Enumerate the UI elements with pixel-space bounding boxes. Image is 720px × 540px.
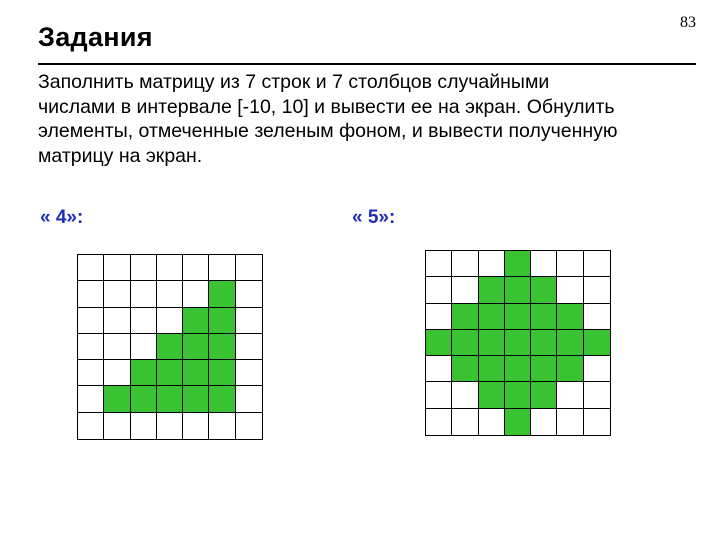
matrix-cell-filled bbox=[479, 356, 505, 382]
matrix-cell bbox=[78, 255, 104, 281]
matrix-cell bbox=[104, 308, 130, 334]
matrix-cell bbox=[78, 386, 104, 412]
matrix-cell-filled bbox=[452, 356, 478, 382]
matrix-cell-filled bbox=[183, 334, 209, 360]
matrix-cell bbox=[209, 413, 235, 439]
task-line: элементы, отмеченные зеленым фоном, и вывести полученную bbox=[38, 120, 618, 142]
matrix-cell-filled bbox=[131, 360, 157, 386]
matrix-cell bbox=[426, 356, 452, 382]
matrix-cell bbox=[104, 281, 130, 307]
matrix-cell bbox=[426, 409, 452, 435]
matrix-cell bbox=[157, 308, 183, 334]
matrix-cell bbox=[157, 255, 183, 281]
matrix-cell bbox=[452, 382, 478, 408]
matrix-cell bbox=[557, 277, 583, 303]
matrix-cell bbox=[426, 382, 452, 408]
matrix-cell bbox=[584, 304, 610, 330]
matrix-cell bbox=[531, 409, 557, 435]
slide-title: Задания bbox=[38, 22, 153, 52]
matrix-cell-filled bbox=[452, 304, 478, 330]
matrix-grid-variant-4 bbox=[77, 254, 263, 440]
matrix-cell bbox=[236, 360, 262, 386]
matrix-cell bbox=[452, 251, 478, 277]
variant-5-label: « 5»: bbox=[352, 207, 396, 228]
matrix-cell bbox=[584, 251, 610, 277]
task-description bbox=[38, 70, 708, 168]
matrix-cell bbox=[104, 255, 130, 281]
task-line: матрицу на экран. bbox=[38, 144, 203, 167]
matrix-cell-filled bbox=[131, 386, 157, 412]
matrix-cell-filled bbox=[479, 330, 505, 356]
matrix-cell-filled bbox=[531, 356, 557, 382]
matrix-cell bbox=[104, 334, 130, 360]
matrix-cell bbox=[104, 413, 130, 439]
matrix-cell bbox=[584, 356, 610, 382]
matrix-cell-filled bbox=[505, 330, 531, 356]
matrix-cell-filled bbox=[505, 304, 531, 330]
title-underline bbox=[38, 63, 696, 65]
matrix-cell bbox=[557, 409, 583, 435]
matrix-cell bbox=[426, 251, 452, 277]
matrix-cell bbox=[236, 413, 262, 439]
matrix-cell-filled bbox=[557, 356, 583, 382]
matrix-cell-filled bbox=[209, 281, 235, 307]
matrix-cell bbox=[78, 334, 104, 360]
matrix-cell-filled bbox=[531, 330, 557, 356]
matrix-cell-filled bbox=[505, 409, 531, 435]
matrix-cell bbox=[584, 382, 610, 408]
matrix-cell-filled bbox=[505, 356, 531, 382]
matrix-cell-filled bbox=[209, 308, 235, 334]
matrix-cell-filled bbox=[157, 360, 183, 386]
matrix-cell bbox=[104, 360, 130, 386]
matrix-cell-filled bbox=[505, 277, 531, 303]
variant-4-label: « 4»: bbox=[40, 207, 84, 228]
matrix-cell-filled bbox=[209, 334, 235, 360]
matrix-cell-filled bbox=[557, 330, 583, 356]
matrix-cell-filled bbox=[104, 386, 130, 412]
matrix-cell-filled bbox=[584, 330, 610, 356]
matrix-cell bbox=[531, 251, 557, 277]
matrix-cell bbox=[236, 308, 262, 334]
matrix-cell bbox=[157, 281, 183, 307]
matrix-cell bbox=[452, 409, 478, 435]
matrix-cell bbox=[236, 255, 262, 281]
matrix-cell-filled bbox=[157, 334, 183, 360]
matrix-cell bbox=[479, 251, 505, 277]
matrix-cell-filled bbox=[452, 330, 478, 356]
matrix-cell-filled bbox=[505, 251, 531, 277]
matrix-cell bbox=[183, 255, 209, 281]
matrix-cell bbox=[183, 281, 209, 307]
matrix-cell-filled bbox=[531, 382, 557, 408]
matrix-cell bbox=[479, 409, 505, 435]
matrix-cell-filled bbox=[183, 360, 209, 386]
matrix-cell bbox=[131, 255, 157, 281]
matrix-cell bbox=[557, 251, 583, 277]
matrix-cell bbox=[131, 281, 157, 307]
matrix-cell bbox=[584, 409, 610, 435]
matrix-cell bbox=[236, 334, 262, 360]
matrix-cell bbox=[78, 281, 104, 307]
matrix-cell bbox=[426, 304, 452, 330]
matrix-cell bbox=[78, 308, 104, 334]
matrix-cell bbox=[236, 386, 262, 412]
matrix-cell bbox=[78, 360, 104, 386]
matrix-cell-filled bbox=[531, 304, 557, 330]
matrix-cell-filled bbox=[183, 386, 209, 412]
matrix-cell-filled bbox=[209, 386, 235, 412]
page-number: 83 bbox=[680, 14, 696, 31]
matrix-cell-filled bbox=[479, 304, 505, 330]
matrix-cell-filled bbox=[183, 308, 209, 334]
matrix-cell bbox=[183, 413, 209, 439]
matrix-cell-filled bbox=[209, 360, 235, 386]
matrix-cell-filled bbox=[157, 386, 183, 412]
task-line: Заполнить матрицу из 7 строк и 7 столбцов случайными bbox=[38, 71, 550, 93]
matrix-cell-filled bbox=[479, 382, 505, 408]
matrix-cell bbox=[236, 281, 262, 307]
matrix-cell-filled bbox=[426, 330, 452, 356]
matrix-cell-filled bbox=[557, 304, 583, 330]
matrix-cell-filled bbox=[531, 277, 557, 303]
matrix-cell bbox=[131, 334, 157, 360]
matrix-cell-filled bbox=[479, 277, 505, 303]
matrix-cell-filled bbox=[505, 382, 531, 408]
matrix-cell bbox=[452, 277, 478, 303]
matrix-cell bbox=[131, 413, 157, 439]
matrix-cell bbox=[131, 308, 157, 334]
matrix-cell bbox=[426, 277, 452, 303]
matrix-cell bbox=[209, 255, 235, 281]
matrix-cell bbox=[584, 277, 610, 303]
matrix-grid-variant-5 bbox=[425, 250, 611, 436]
matrix-cell bbox=[78, 413, 104, 439]
matrix-cell bbox=[157, 413, 183, 439]
matrix-cell bbox=[557, 382, 583, 408]
task-line: числами в интервале [-10, 10] и вывести ее на экран. Обнулить bbox=[38, 95, 615, 118]
